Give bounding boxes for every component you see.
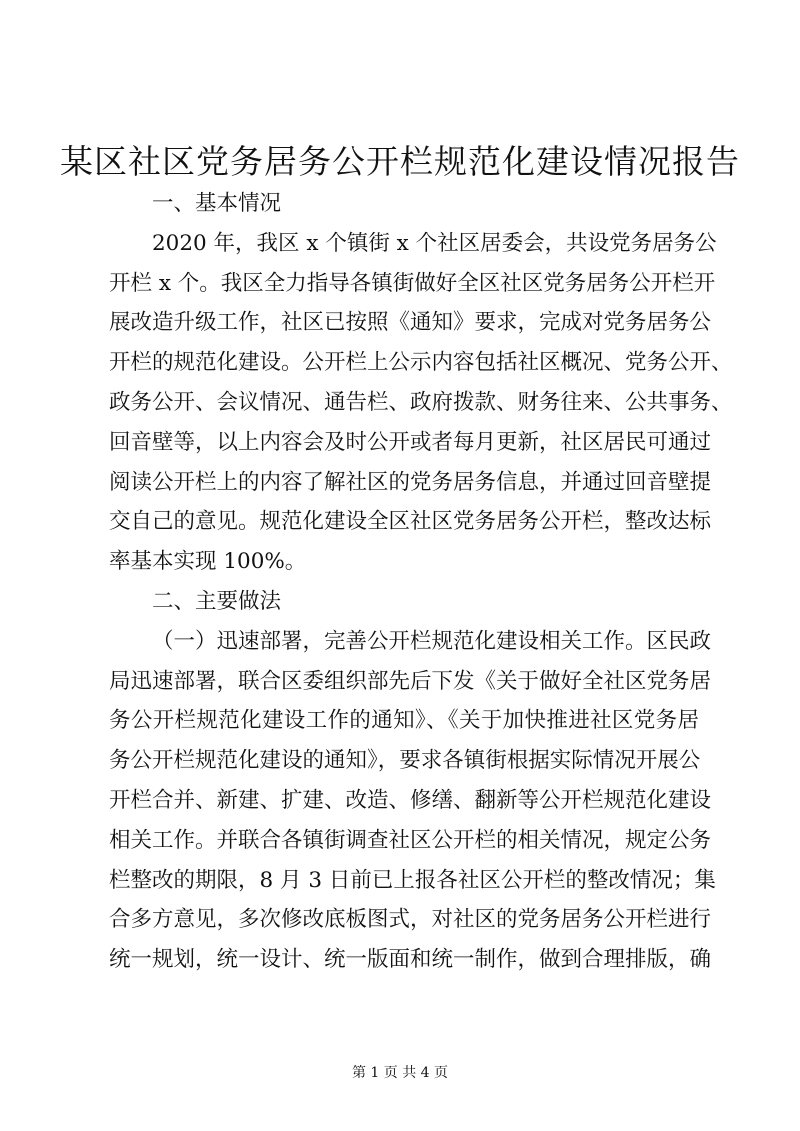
paragraph-line: 局迅速部署，联合区委组织部先后下发《关于做好全社区党务居	[109, 668, 712, 694]
paragraph-line: 开栏合并、新建、扩建、改造、修缮、翻新等公开栏规范化建设	[109, 787, 712, 813]
paragraph-line: 相关工作。并联合各镇街调查社区公开栏的相关情况，规定公务	[109, 827, 712, 853]
paragraph-line: 政务公开、会议情况、通告栏、政府拨款、财务往来、公共事务、	[109, 389, 733, 415]
paragraph-line: 务公开栏规范化建设的通知》，要求各镇街根据实际情况开展公	[109, 748, 701, 774]
paragraph-line: 2020 年，我区 x 个镇街 x 个社区居委会，共设党务居务公	[152, 230, 717, 256]
paragraph-line: 阅读公开栏上的内容了解社区的党务居务信息，并通过回音壁提	[109, 469, 712, 495]
document-body	[109, 184, 733, 980]
paragraph-line: 务公开栏规范化建设工作的通知》、《关于加快推进社区党务居	[109, 708, 699, 734]
section-heading-main-practices: 二、主要做法	[152, 588, 282, 614]
paragraph-line: 开栏 x 个。我区全力指导各镇街做好全区社区党务居务公开栏开	[109, 270, 716, 296]
page-number-footer: 第 1 页 共 4 页	[351, 1065, 449, 1081]
paragraph-line: （一）迅速部署，完善公开栏规范化建设相关工作。区民政	[152, 628, 712, 654]
paragraph-line: 栏整改的期限，8 月 3 日前已上报各社区公开栏的整改情况；集	[109, 867, 716, 893]
paragraph-line: 率基本实现 100%。	[109, 549, 307, 575]
section-heading-basic-situation: 一、基本情况	[152, 191, 282, 216]
paragraph-line: 回音壁等，以上内容会及时公开或者每月更新，社区居民可通过	[109, 429, 712, 455]
paragraph-line: 开栏的规范化建设。公开栏上公示内容包括社区概况、党务公开、	[109, 350, 733, 376]
paragraph-line: 合多方意见，多次修改底板图式，对社区的党务居务公开栏进行	[109, 907, 712, 933]
paragraph-line: 展改造升级工作，社区已按照《通知》要求，完成对党务居务公	[109, 310, 712, 336]
paragraph-line: 统一规划，统一设计、统一版面和统一制作，做到合理排版，确	[109, 947, 712, 973]
document-title: 某区社区党务居务公开栏规范化建设情况报告	[60, 142, 740, 181]
paragraph-line: 交自己的意见。规范化建设全区社区党务居务公开栏，整改达标	[109, 509, 712, 535]
